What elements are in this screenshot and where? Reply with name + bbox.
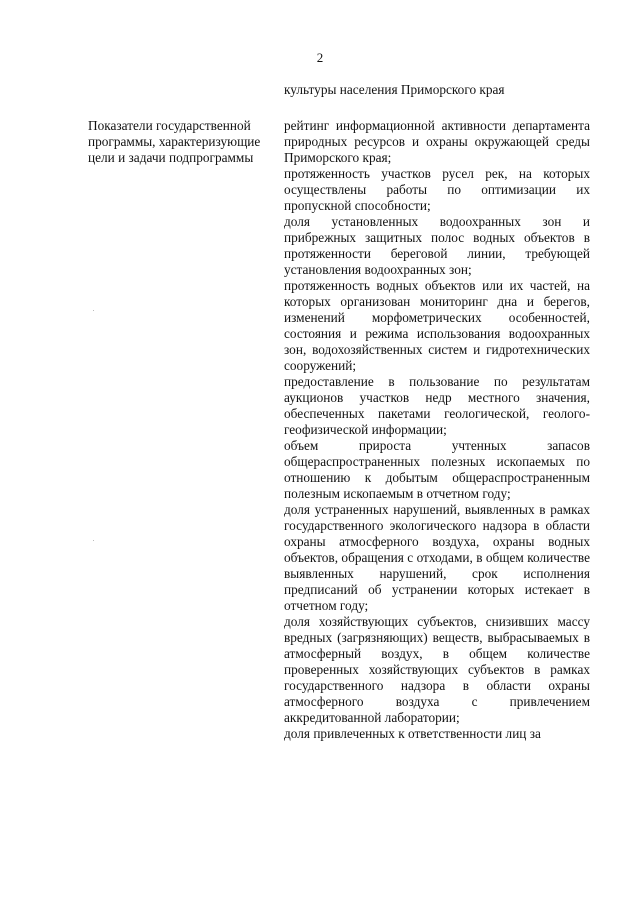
indicator-item: рейтинг информационной активности департамента природных ресурсов и охраны окружающей среды Приморского края;	[284, 118, 590, 165]
continuation-text: культуры населения Приморского края	[284, 82, 505, 97]
scan-speck	[93, 310, 94, 311]
indicator-item: доля установленных водоохранных зон и прибрежных защитных полос водных объектов в протяженности береговой линии, требующей установления водоохранных зон;	[284, 214, 590, 277]
indicators-label: Показатели государственной программы, характеризующие цели и задачи подпрограммы	[88, 118, 261, 165]
indicator-item: доля устраненных нарушений, выявленных в рамках государственного экологического надзора в области охраны атмосферного воздуха, охраны водных объектов, обращения с отходами, в общем количестве выявленных нарушений, срок исполнения предписаний об устранении которых истекает в отчетном году;	[284, 502, 590, 613]
page-number: 2	[316, 50, 324, 65]
indicator-item: доля привлеченных к ответственности лиц за	[284, 726, 541, 741]
scan-speck	[93, 540, 94, 541]
indicators-list	[284, 118, 590, 742]
indicator-item: предоставление в пользование по результатам аукционов участков недр местного значения, обеспеченных пакетами геологической, геолого-геофизической информации;	[284, 374, 590, 437]
indicator-item: объем прироста учтенных запасов общераспространенных полезных ископаемых по отношению к добытым общераспространенным полезным ископаемым в отчетном году;	[284, 438, 590, 501]
indicator-item: доля хозяйствующих субъектов, снизивших массу вредных (загрязняющих) веществ, выбрасываемых в атмосферный воздух, в общем количестве проверенных хозяйствующих субъектов в рамках государственного надзора в области охраны атмосферного воздуха с привлечением аккредитованной лаборатории;	[284, 614, 590, 725]
indicator-item: протяженность участков русел рек, на которых осуществлены работы по оптимизации их пропускной способности;	[284, 166, 590, 213]
indicator-item: протяженность водных объектов или их частей, на которых организован мониторинг дна и берегов, изменений морфометрических особенностей, состояния и режима использования водоохранных зон, водохозяйственных систем и гидротехнических сооружений;	[284, 278, 590, 373]
